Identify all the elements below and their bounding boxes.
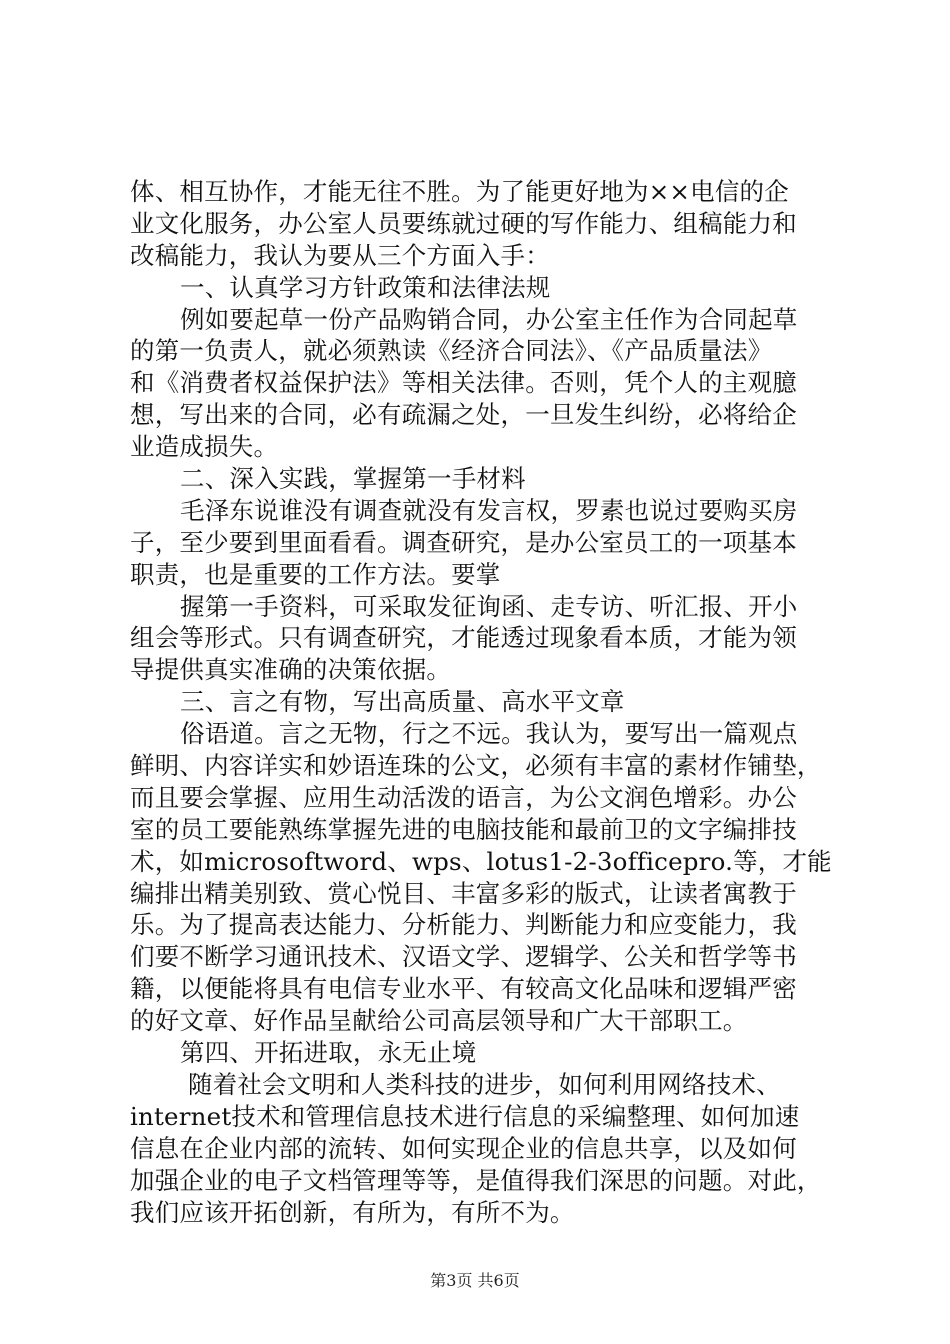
body-line: 想，写出来的合同，必有疏漏之处，一旦发生纠纷，必将给企 [130, 400, 797, 430]
body-line: 例如要起草一份产品购销合同，办公室主任作为合同起草 [180, 304, 798, 334]
body-line: 体、相互协作，才能无往不胜。为了能更好地为××电信的企 [130, 177, 789, 206]
body-line: 的好文章、好作品呈献给公司高层领导和广大干部职工。 [130, 1006, 748, 1036]
body-line: internet技术和管理信息技术进行信息的采编整理、如何加速 [130, 1101, 800, 1131]
body-line: 信息在企业内部的流转、如何实现企业的信息共享，以及如何 [130, 1133, 797, 1163]
section-heading: 二、深入实践，掌握第一手材料 [180, 464, 526, 494]
body-line: 职责，也是重要的工作方法。要掌 [130, 559, 501, 589]
body-line: 随着社会文明和人类科技的进步，如何利用网络技术、 [188, 1069, 781, 1099]
body-line: 而且要会掌握、应用生动活泼的语言，为公文润色增彩。办公 [130, 782, 797, 812]
body-line: 毛泽东说谁没有调查就没有发言权，罗素也说过要购买房 [180, 495, 798, 525]
section-heading: 第四、开拓进取，永无止境 [180, 1038, 477, 1068]
body-line: 室的员工要能熟练掌握先进的电脑技能和最前卫的文字编排技 [130, 814, 797, 844]
body-line: 们要不断学习通讯技术、汉语文学、逻辑学、公关和哲学等书 [130, 942, 797, 972]
body-line: 籍，以便能将具有电信专业水平、有较高文化品味和逻辑严密 [130, 974, 797, 1004]
body-line: 俗语道。言之无物，行之不远。我认为，要写出一篇观点 [180, 719, 798, 749]
body-line: 导提供真实准确的决策依据。 [130, 655, 452, 685]
body-line: 子，至少要到里面看看。调查研究，是办公室员工的一项基本 [130, 527, 797, 557]
body-line: 术，如microsoftword、wps、lotus1-2-3officepro.等，才能 [130, 846, 832, 876]
document-body [130, 176, 830, 1228]
body-line: 加强企业的电子文档管理等等，是值得我们深思的问题。对此， [130, 1165, 822, 1195]
body-line: 的第一负责人，就必须熟读《经济合同法》、《产品质量法》 [130, 336, 773, 366]
page-footer: 第3页 共6页 [430, 1271, 520, 1290]
body-line: 业文化服务，办公室人员要练就过硬的写作能力、组稿能力和 [130, 208, 797, 238]
section-heading: 一、认真学习方针政策和法律法规 [180, 272, 551, 302]
body-line: 握第一手资料，可采取发征询函、走专访、听汇报、开小 [180, 591, 798, 621]
body-line: 组会等形式。只有调查研究，才能透过现象看本质，才能为领 [130, 623, 797, 653]
body-line: 业造成损失。 [130, 432, 279, 462]
body-line: 改稿能力，我认为要从三个方面入手： [130, 240, 550, 270]
body-line: 和《消费者权益保护法》等相关法律。否则，凭个人的主观臆 [130, 368, 797, 398]
body-line: 我们应该开拓创新，有所为，有所不为。 [130, 1197, 575, 1227]
section-heading: 三、言之有物，写出高质量、高水平文章 [180, 687, 625, 717]
body-line: 编排出精美别致、赏心悦目、丰富多彩的版式，让读者寓教于 [130, 878, 797, 908]
body-line: 乐。为了提高表达能力、分析能力、判断能力和应变能力，我 [130, 910, 797, 940]
body-line: 鲜明、内容详实和妙语连珠的公文，必须有丰富的素材作铺垫， [130, 751, 822, 781]
